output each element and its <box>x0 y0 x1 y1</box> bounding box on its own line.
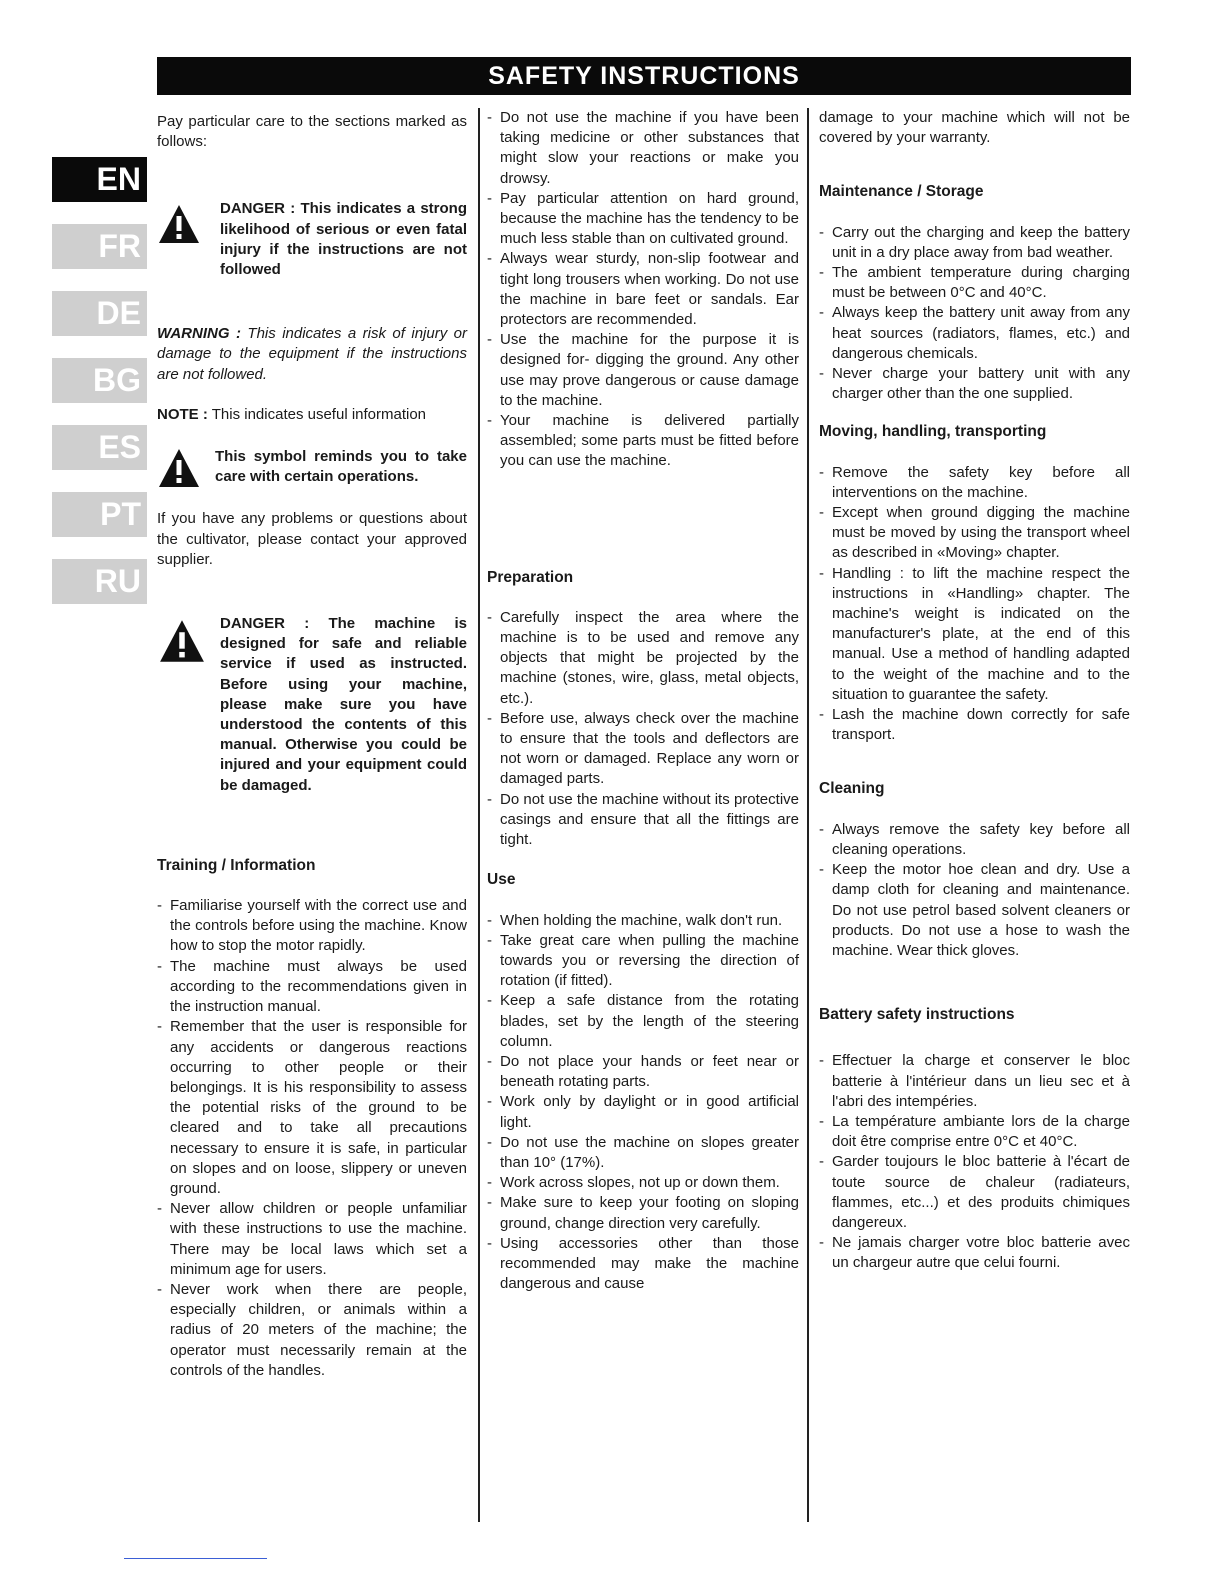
list-item: - Ne jamais charger votre bloc batterie avec un chargeur autre que celui fourni. <box>819 1233 1130 1273</box>
list-item: - Remember that the user is responsible for any accidents or dangerous reactions occurring to other people or their belongings. It is his responsibility to assess the potential risks of the ground to be cleared and to take all precautions necessary to ensure it is safe, in particular on slopes and on loose, slippery or uneven ground. <box>157 1017 467 1199</box>
continuation-text: damage to your machine which will not be covered by your warranty. <box>819 109 1130 147</box>
warning-label: WARNING : <box>157 325 241 343</box>
footer-rule <box>124 1558 267 1559</box>
list-item: - Keep a safe distance from the rotating blades, set by the length of the steering column. <box>487 991 799 1052</box>
tab-en[interactable]: EN <box>52 157 147 202</box>
column-divider <box>478 108 480 1522</box>
danger-notice <box>157 199 467 280</box>
general-list <box>487 108 799 472</box>
list-item: - Familiarise yourself with the correct use and the controls before using the machine. Know how to stop the motor rapidly. <box>157 896 467 957</box>
list-item: - Never charge your battery unit with any charger other than the one supplied. <box>819 364 1130 404</box>
list-item: - Take great care when pulling the machine towards you or reversing the direction of rotation (if fitted). <box>487 931 799 992</box>
symbol-notice <box>157 447 467 487</box>
list-item: - Never work when there are people, especially children, or animals within a radius of 20 meters of the machine; the operator must necessarily remain at the controls of the handles. <box>157 1280 467 1381</box>
list-item: - Never allow children or people unfamiliar with these instructions to use the machine. There may be local laws which set a minimum age for users. <box>157 1199 467 1280</box>
battery-list <box>819 1051 1130 1273</box>
list-item: - Do not use the machine if you have been taking medicine or other substances that might slow your reactions or make you drowsy. <box>487 108 799 189</box>
list-item: - La température ambiante lors de la charge doit être comprise entre 0°C et 40°C. <box>819 1112 1130 1152</box>
list-item: - The machine must always be used according to the recommendations given in the instruction manual. <box>157 957 467 1018</box>
list-item: - Carry out the charging and keep the battery unit in a dry place away from bad weather. <box>819 223 1130 263</box>
tab-de[interactable]: DE <box>52 291 147 336</box>
tab-fr[interactable]: FR <box>52 224 147 269</box>
tab-es[interactable]: ES <box>52 425 147 470</box>
list-item: - Do not place your hands or feet near or beneath rotating parts. <box>487 1052 799 1092</box>
list-item: - When holding the machine, walk don't run. <box>487 911 799 931</box>
maintenance-list <box>819 223 1130 405</box>
list-item: - Do not use the machine on slopes greater than 10° (17%). <box>487 1133 799 1173</box>
list-item: - Do not use the machine without its protective casings and ensure that all the fittings are tight. <box>487 790 799 851</box>
column-3 <box>819 108 1130 1274</box>
list-item: - The ambient temperature during charging must be between 0°C and 40°C. <box>819 263 1130 303</box>
intro-text: Pay particular care to the sections marked as follows: <box>157 113 467 151</box>
training-heading: Training / Information <box>157 856 316 874</box>
warning-triangle-icon <box>157 203 201 245</box>
list-item: - Pay particular attention on hard ground, because the machine has the tendency to be much less stable than on cultivated ground. <box>487 189 799 250</box>
battery-heading: Battery safety instructions <box>819 1006 1015 1024</box>
list-item: - Remove the safety key before all interventions on the machine. <box>819 463 1130 503</box>
cleaning-heading: Cleaning <box>819 780 885 798</box>
training-list <box>157 896 467 1381</box>
preparation-list <box>487 608 799 850</box>
list-item: - Except when ground digging the machine must be moved by using the transport wheel as described in «Moving» chapter. <box>819 503 1130 564</box>
page-title: SAFETY INSTRUCTIONS <box>157 57 1131 95</box>
list-item: - Always wear sturdy, non-slip footwear and tight long trousers when working. Do not use the machine in bare feet or sandals. Ear protectors are recommended. <box>487 249 799 330</box>
use-list <box>487 911 799 1295</box>
list-item: - Lash the machine down correctly for safe transport. <box>819 705 1130 745</box>
list-item: - Effectuer la charge et conserver le bloc batterie à l'intérieur dans un lieu sec et à l'abri des intempéries. <box>819 1051 1130 1112</box>
symbol-text: This symbol reminds you to take care with certain operations. <box>215 448 467 486</box>
warning-triangle-icon <box>157 618 207 664</box>
problems-text: If you have any problems or questions about the cultivator, please contact your approved supplier. <box>157 510 467 568</box>
tab-ru[interactable]: RU <box>52 559 147 604</box>
list-item: - Carefully inspect the area where the machine is to be used and remove any objects that might be projected by the machine (stones, wire, glass, metal objects, etc.). <box>487 608 799 709</box>
list-item: - Using accessories other than those recommended may make the machine dangerous and cause <box>487 1234 799 1295</box>
list-item: - Garder toujours le bloc batterie à l'écart de toute source de chaleur (radiateurs, flammes, etc...) et des produits chimiques dangereux. <box>819 1152 1130 1233</box>
tab-bg[interactable]: BG <box>52 358 147 403</box>
note-label: NOTE : <box>157 405 208 423</box>
danger-notice-2 <box>157 614 467 796</box>
cleaning-list <box>819 820 1130 961</box>
column-divider <box>807 108 809 1522</box>
use-heading: Use <box>487 871 516 889</box>
list-item: - Before use, always check over the machine to ensure that the tools and deflectors are not worn or damaged. Replace any worn or damaged parts. <box>487 709 799 790</box>
list-item: - Make sure to keep your footing on sloping ground, change direction very carefully. <box>487 1193 799 1233</box>
note-text: This indicates useful information <box>211 405 427 423</box>
column-1 <box>157 112 467 1381</box>
danger-text: DANGER : This indicates a strong likelihood of serious or even fatal injury if the instructions are not followed <box>220 200 467 279</box>
note-notice <box>157 405 467 425</box>
preparation-heading: Preparation <box>487 568 574 586</box>
warning-notice <box>157 324 467 385</box>
list-item: - Work across slopes, not up or down them. <box>487 1173 799 1193</box>
column-2 <box>487 108 799 1294</box>
maintenance-heading: Maintenance / Storage <box>819 183 984 201</box>
moving-list <box>819 463 1130 746</box>
warning-triangle-icon <box>157 447 201 489</box>
list-item: - Handling : to lift the machine respect the instructions in «Handling» chapter. The machine's weight is indicated on the manufacturer's plate, at the end of this manual. Use a method of handling adapted to the weight of the machine and to the situation to guarantee the safety. <box>819 564 1130 705</box>
list-item: - Always remove the safety key before all cleaning operations. <box>819 820 1130 860</box>
list-item: - Keep the motor hoe clean and dry. Use a damp cloth for cleaning and maintenance. Do not use petrol based solvent cleaners or products. Do not use a hose to wash the machine. Wear thick gloves. <box>819 860 1130 961</box>
danger-text-2: DANGER : The machine is designed for safe and reliable service if used as instructed. Before using your machine, please make sure you have understood the contents of this manual. Otherwise you could be injured and your equipment could be damaged. <box>220 615 467 794</box>
list-item: - Always keep the battery unit away from any heat sources (radiators, flames, etc.) and dangerous chemicals. <box>819 303 1130 364</box>
moving-heading: Moving, handling, transporting <box>819 423 1047 441</box>
tab-pt[interactable]: PT <box>52 492 147 537</box>
list-item: - Work only by daylight or in good artificial light. <box>487 1092 799 1132</box>
list-item: - Your machine is delivered partially assembled; some parts must be fitted before you can use the machine. <box>487 411 799 472</box>
list-item: - Use the machine for the purpose it is designed for- digging the ground. Any other use may prove dangerous or cause damage to the machine. <box>487 330 799 411</box>
warning-text: This indicates a risk of injury or damage to the equipment if the instructions are not followed. <box>157 325 467 383</box>
